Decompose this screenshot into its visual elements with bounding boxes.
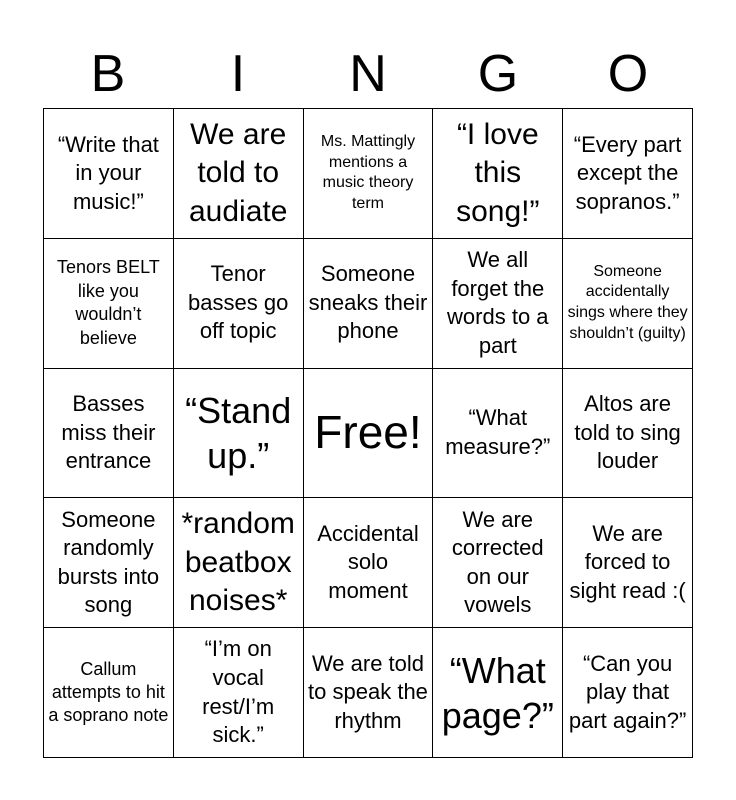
bingo-cell-text: Callum attempts to hit a soprano note xyxy=(48,658,169,726)
bingo-cell[interactable] xyxy=(174,109,304,239)
bingo-cell[interactable] xyxy=(44,239,174,369)
bingo-cell[interactable] xyxy=(304,109,434,239)
free-space-cell[interactable] xyxy=(304,369,434,499)
bingo-cell-text: “Can you play that part again?” xyxy=(568,650,687,733)
bingo-cell[interactable] xyxy=(433,498,563,628)
bingo-cell[interactable] xyxy=(433,369,563,499)
bingo-cell-text: We are told to speak the rhythm xyxy=(308,650,428,733)
bingo-cell-text: *random beatbox noises* xyxy=(181,507,295,617)
bingo-cell-text: Tenor basses go off topic xyxy=(188,261,289,344)
bingo-cell-text: Someone sneaks their phone xyxy=(308,261,428,344)
bingo-cell[interactable] xyxy=(563,369,693,499)
bingo-cell[interactable] xyxy=(174,239,304,369)
header-letter-i: I xyxy=(230,45,246,103)
bingo-cell-text: We are told to audiate xyxy=(188,117,288,228)
bingo-cell-text: “Stand up.” xyxy=(185,389,292,476)
bingo-cell-text: “Write that in your music!” xyxy=(57,131,159,214)
bingo-card-grid xyxy=(43,108,693,758)
bingo-cell[interactable] xyxy=(304,239,434,369)
bingo-cell[interactable] xyxy=(304,498,434,628)
header-letter-b: B xyxy=(90,45,126,103)
bingo-cell-text: “I’m on vocal rest/I’m sick.” xyxy=(202,636,275,748)
bingo-cell[interactable] xyxy=(304,628,434,758)
free-space-text: Free! xyxy=(314,406,422,459)
bingo-cell[interactable] xyxy=(433,109,563,239)
bingo-cell-text: “What page?” xyxy=(441,649,554,736)
header-letter-o: O xyxy=(607,45,649,103)
bingo-cell-text: Altos are told to sing louder xyxy=(574,391,681,474)
bingo-cell-text: Basses miss their entrance xyxy=(61,391,156,474)
bingo-cell[interactable] xyxy=(563,628,693,758)
bingo-cell[interactable] xyxy=(563,239,693,369)
bingo-cell-text: Someone randomly bursts into song xyxy=(57,506,160,618)
bingo-cell[interactable] xyxy=(174,369,304,499)
bingo-cell[interactable] xyxy=(563,498,693,628)
bingo-cell-text: Someone accidentally sings where they shouldn’t (guilty) xyxy=(567,262,688,342)
bingo-cell[interactable] xyxy=(563,109,693,239)
bingo-cell-text: “I love this song!” xyxy=(456,117,540,228)
bingo-cell-text: Accidental solo moment xyxy=(317,520,419,604)
bingo-cell[interactable] xyxy=(433,628,563,758)
bingo-header xyxy=(43,40,693,108)
bingo-cell[interactable] xyxy=(174,628,304,758)
bingo-cell-text: Ms. Mattingly mentions a music theory term xyxy=(320,132,416,213)
bingo-cell-text: We are forced to sight read :( xyxy=(569,520,686,604)
bingo-cell[interactable] xyxy=(44,109,174,239)
bingo-cell[interactable] xyxy=(44,498,174,628)
bingo-cell-text: Tenors BELT like you wouldn’t believe xyxy=(57,257,160,348)
bingo-cell-text: We all forget the words to a part xyxy=(447,247,549,358)
header-letter-g: G xyxy=(477,45,519,103)
bingo-cell[interactable] xyxy=(174,498,304,628)
bingo-cell-text: We are corrected on our vowels xyxy=(451,506,544,618)
bingo-cell[interactable] xyxy=(44,369,174,499)
bingo-cell-text: “What measure?” xyxy=(445,405,551,459)
bingo-cell[interactable] xyxy=(44,628,174,758)
bingo-cell[interactable] xyxy=(433,239,563,369)
header-letter-n: N xyxy=(349,45,387,103)
bingo-cell-text: “Every part except the sopranos.” xyxy=(573,131,682,214)
